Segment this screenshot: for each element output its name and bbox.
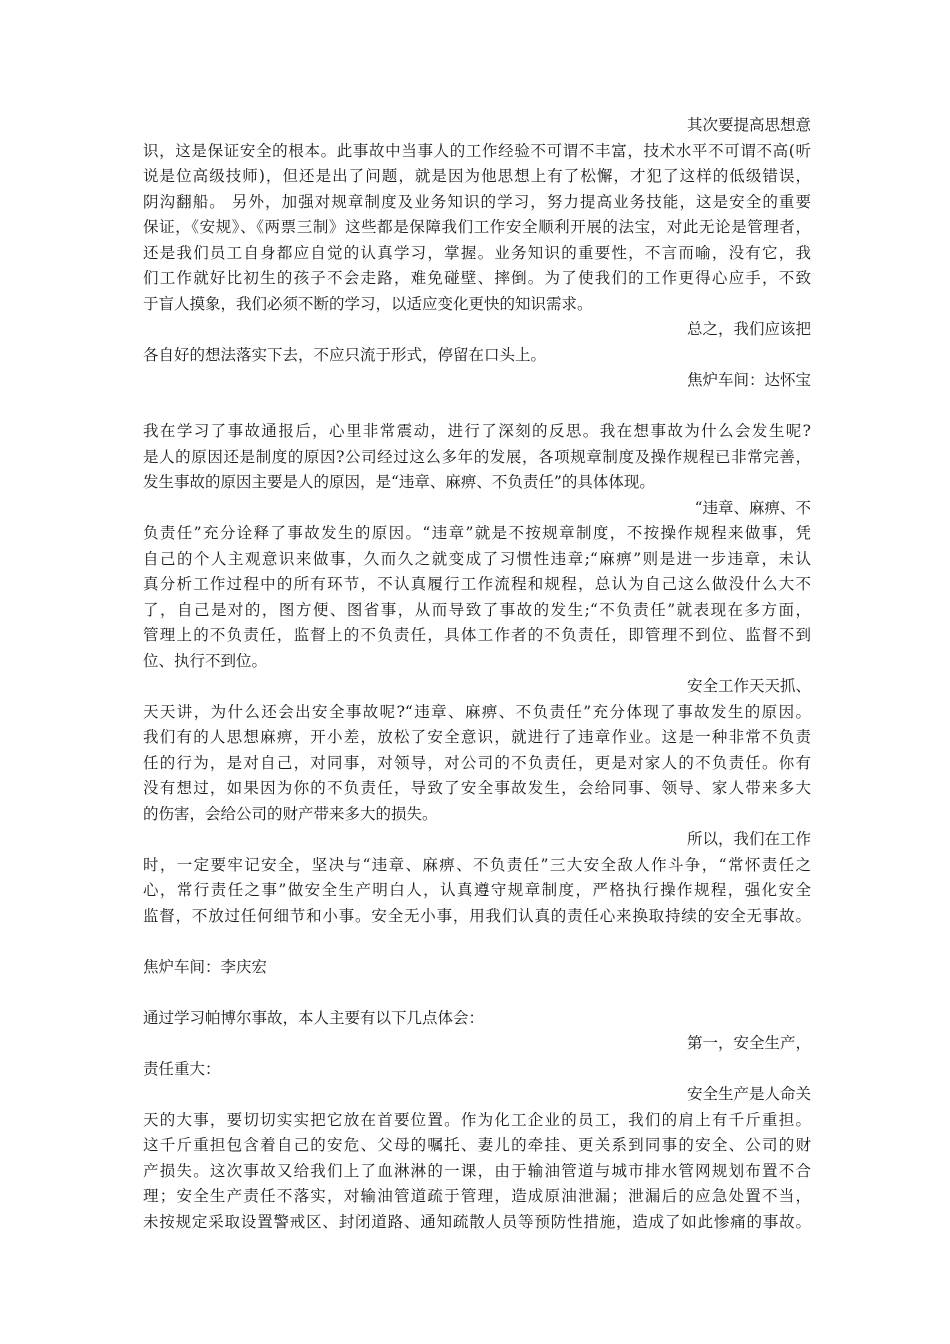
text-line: 天的大事，要切切实实把它放在首要位置。作为化工企业的员工，我们的肩上有千斤重担。 — [143, 1110, 811, 1129]
blank-line — [143, 980, 811, 1006]
text-line: 其次要提高思想意 — [686, 116, 811, 134]
text-line: 总之，我们应该把 — [686, 320, 811, 338]
blank-line — [143, 929, 811, 955]
text-line: 所以，我们在工作 — [686, 830, 811, 848]
document-body — [143, 113, 811, 1235]
text-line: 说是位高级技师)，但还是出了问题，就是因为他思想上有了松懈，才犯了这样的低级错误， — [143, 167, 811, 185]
text-line: 这千斤重担包含着自己的安危、父母的嘱托、妻儿的牵挂、更关系到同事的安全、公司的财 — [143, 1136, 811, 1154]
text-line: 的伤害，会给公司的财产带来多大的损失。 — [143, 804, 438, 823]
text-line: 自己的个人主观意识来做事，久而久之就变成了习惯性违章;“麻痹”则是进一步违章，未认 — [143, 549, 811, 568]
text-line: 发生事故的原因主要是人的原因，是“违章、麻痹、不负责任”的具体体现。 — [143, 473, 655, 491]
text-line: “违章、麻痹、不 — [694, 498, 811, 517]
text-line: 是人的原因还是制度的原因?公司经过这么多年的发展，各项规章制度及操作规程已非常完善， — [143, 447, 811, 466]
text-line: 产损失。这次事故又给我们上了血淋淋的一课，由于输油管道与城市排水管网规划布置不合 — [143, 1161, 811, 1180]
text-line: 负责任”充分诠释了事故发生的原因。“违章”就是不按规章制度，不按操作规程来做事，凭 — [143, 524, 811, 542]
text-line: 我们有的人思想麻痹，开小差，放松了安全意识，就进行了违章作业。这是一种非常不负责 — [143, 728, 811, 746]
text-line: 监督，不放过任何细节和小事。安全无小事，用我们认真的责任心来换取持续的安全无事故。 — [143, 906, 811, 925]
text-line: 识，这是保证安全的根本。此事故中当事人的工作经验不可谓不丰富，技术水平不可谓不高(听 — [143, 141, 811, 160]
text-line: 了，自己是对的，图方便、图省事，从而导致了事故的发生;“不负责任”就表现在多方面， — [143, 600, 811, 619]
text-line: 安全生产是人命关 — [686, 1085, 811, 1103]
text-line: 阴沟翻船。 另外，加强对规章制度及业务知识的学习，努力提高业务技能，这是安全的重要 — [143, 192, 811, 211]
text-line: 焦炉车间：达怀宝 — [686, 371, 811, 389]
text-line: 第一，安全生产， — [686, 1034, 811, 1052]
text-line: 天天讲，为什么还会出安全事故呢?“违章、麻痹、不负责任”充分体现了事故发生的原因。 — [143, 702, 811, 721]
text-line: 安全工作天天抓、 — [686, 677, 811, 695]
text-line: 保证，《安规》、《两票三制》这些都是保障我们工作安全顺利开展的法宝，对此无论是管理者， — [143, 218, 811, 236]
text-line: 任的行为，是对自己，对同事，对领导，对公司的不负责任，更是对家人的不负责任。你有 — [143, 753, 811, 772]
text-line: 未按规定采取设置警戒区、封闭道路、通知疏散人员等预防性措施，造成了如此惨痛的事故。 — [143, 1212, 811, 1231]
text-line: 时，一定要牢记安全，坚决与“违章、麻痹、不负责任”三大安全敌人作斗争，“常怀责任之 — [143, 855, 811, 874]
text-line: 责任重大： — [143, 1059, 221, 1078]
text-line: 我在学习了事故通报后，心里非常震动，进行了深刻的反思。我在想事故为什么会发生呢? — [143, 422, 811, 440]
text-line: 焦炉车间：李庆宏 — [143, 957, 268, 976]
text-line: 各自好的想法落实下去，不应只流于形式，停留在口头上。 — [143, 345, 547, 364]
text-line: 理；安全生产责任不落实，对输油管道疏于管理，造成原油泄漏；泄漏后的应急处置不当， — [143, 1187, 811, 1205]
text-line: 们工作就好比初生的孩子不会走路，难免碰壁、摔倒。为了使我们的工作更得心应手，不致 — [143, 269, 811, 287]
text-line: 心，常行责任之事”做安全生产明白人，认真遵守规章制度，严格执行操作规程，强化安全 — [143, 881, 811, 899]
text-line: 位、执行不到位。 — [143, 651, 268, 670]
text-line: 真分析工作过程中的所有环节，不认真履行工作流程和规程，总认为自己这么做没什么大不 — [143, 575, 811, 593]
blank-line — [143, 394, 811, 420]
text-line: 通过学习帕博尔事故，本人主要有以下几点体会： — [143, 1008, 485, 1027]
text-line: 没有想过，如果因为你的不负责任，导致了安全事故发生，会给同事、领导、家人带来多大 — [143, 779, 811, 797]
text-line: 还是我们员工自身都应自觉的认真学习，掌握。业务知识的重要性，不言而喻，没有它，我 — [143, 243, 811, 262]
text-line: 管理上的不负责任，监督上的不负责任，具体工作者的不负责任，即管理不到位、监督不到 — [143, 626, 811, 644]
text-line: 于盲人摸象，我们必须不断的学习，以适应变化更快的知识需求。 — [143, 294, 593, 313]
